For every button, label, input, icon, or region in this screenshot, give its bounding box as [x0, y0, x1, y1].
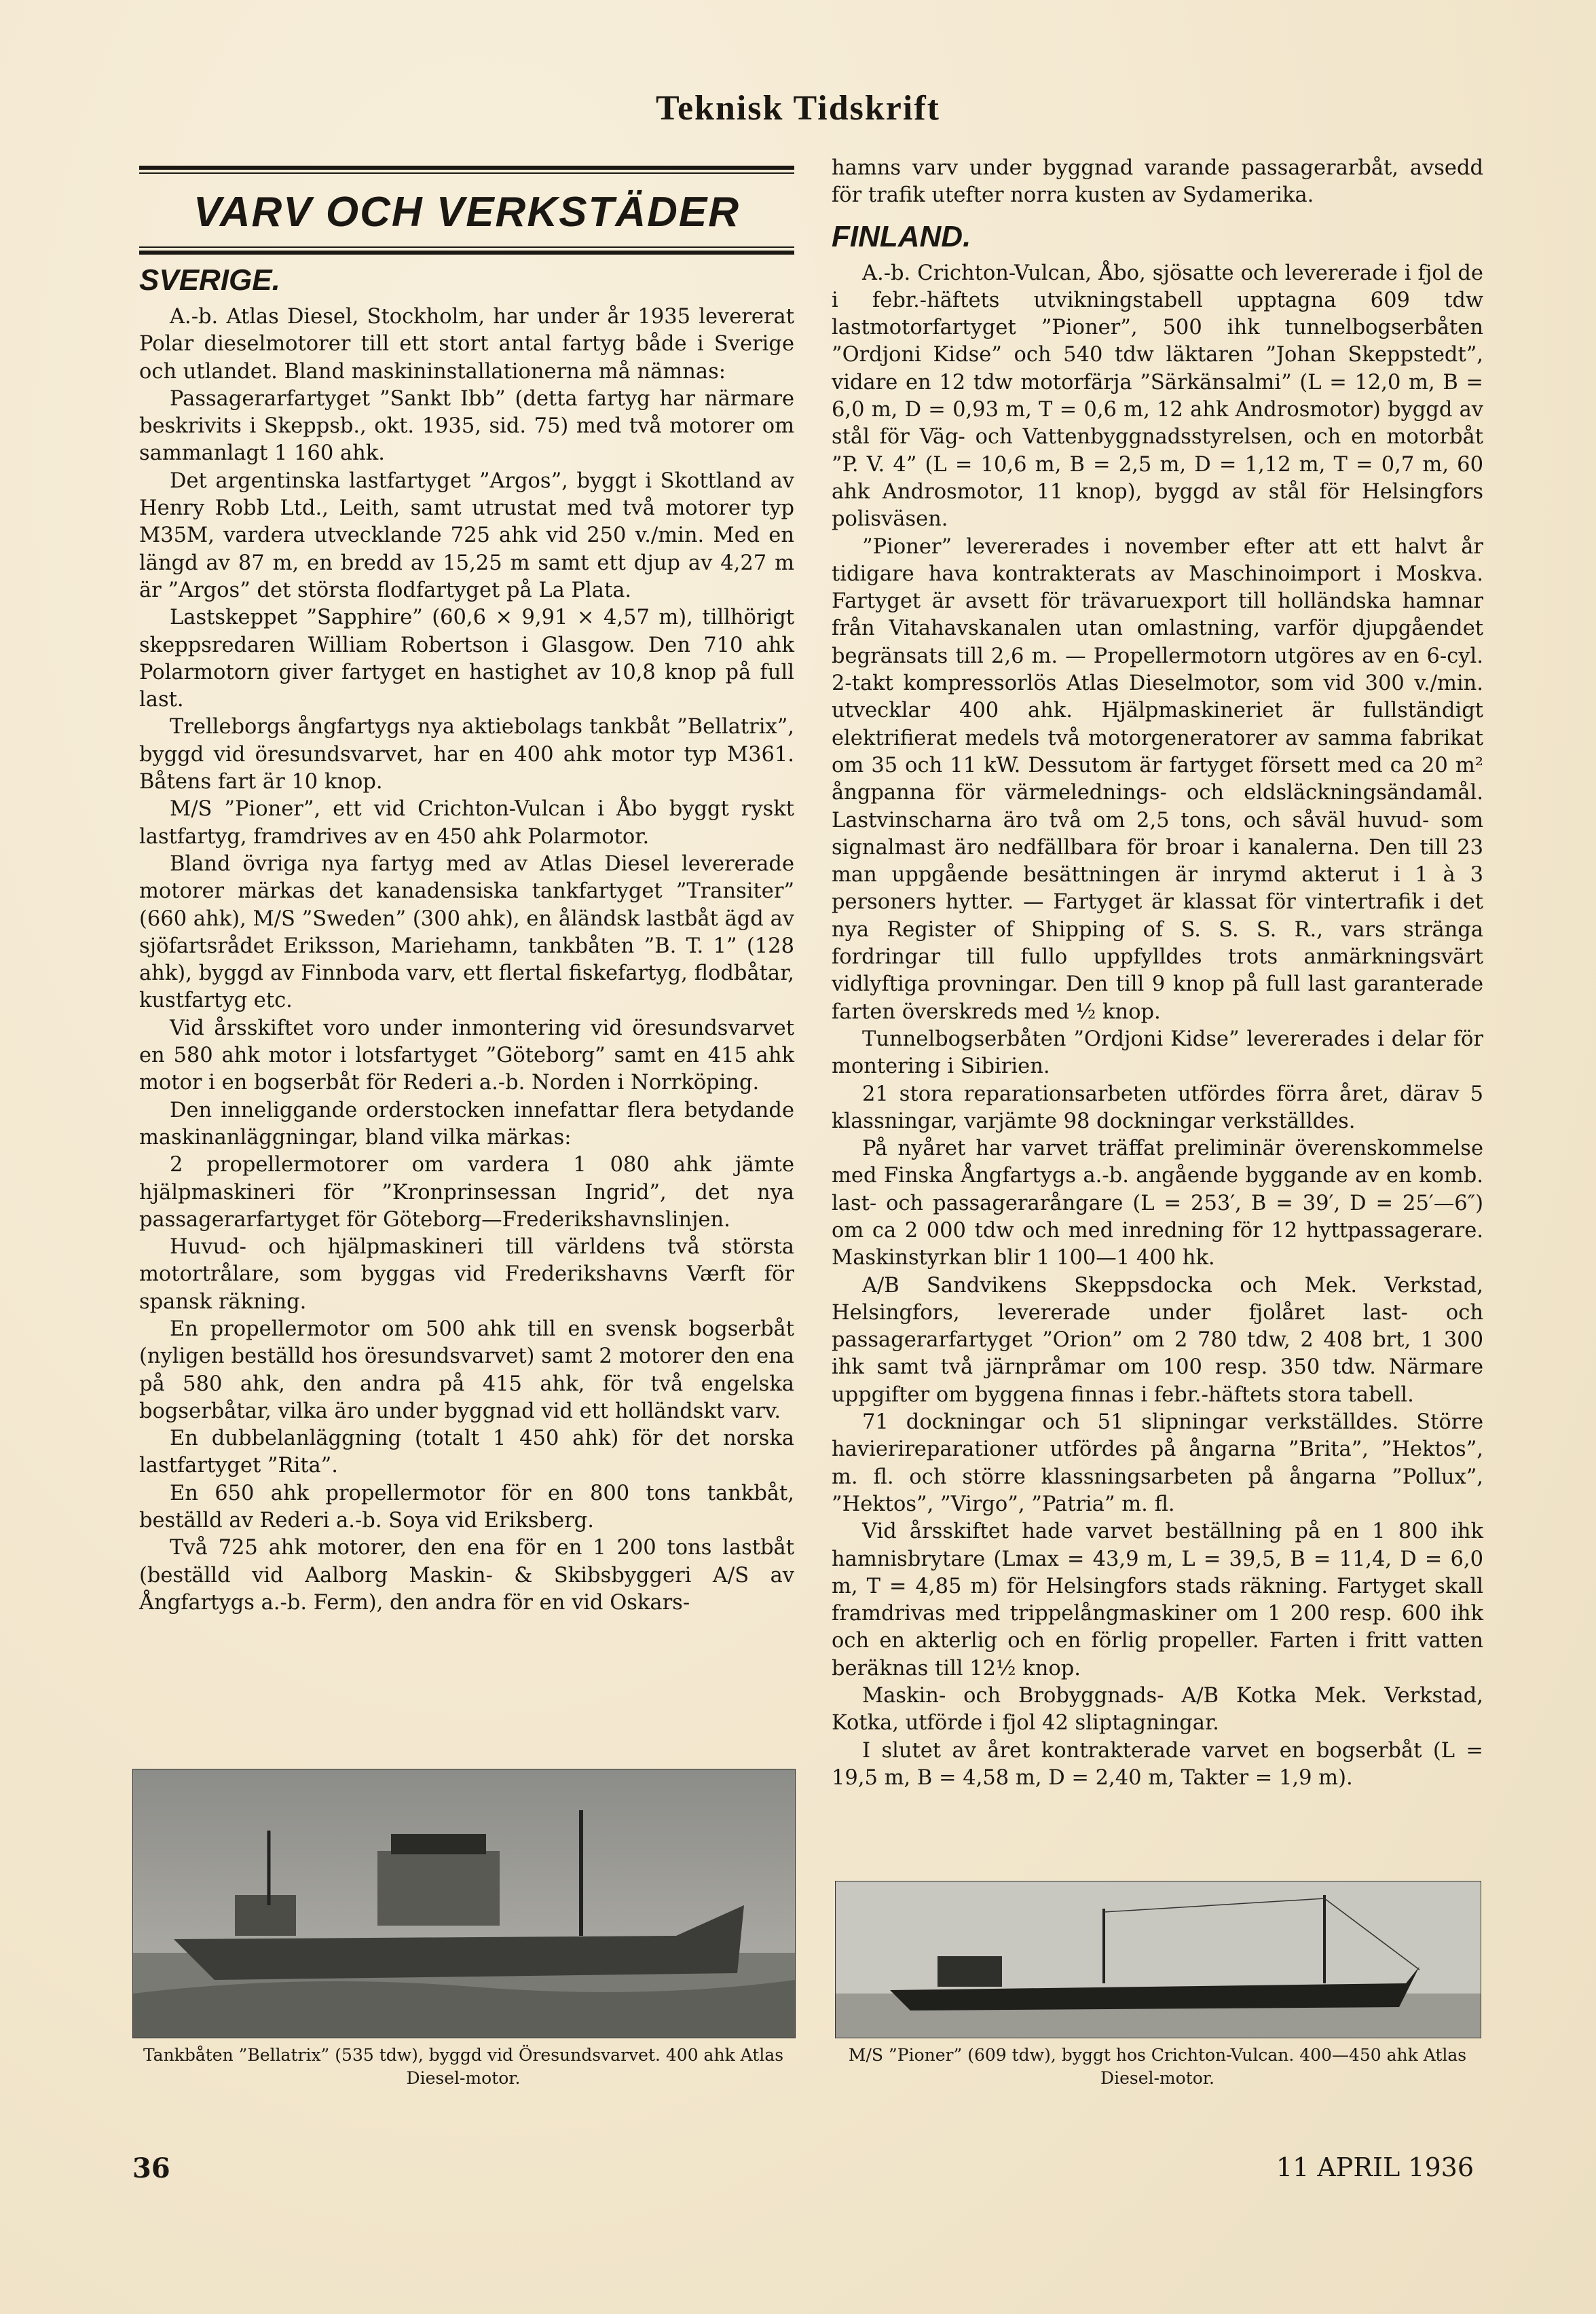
paragraph: Tunnelbogserbåten ”Ordjoni Kidse” levererades i delar för montering i Sibirien.: [832, 1027, 1483, 1079]
right-column: [832, 155, 1483, 1792]
photo-bellatrix: [132, 1769, 796, 2038]
banner-rule-bottom-thin: [139, 246, 794, 248]
paragraph: Vid årsskiftet voro under inmontering vid öresundsvarvet en 580 ahk motor i lotsfartyget ”Göteborg” samt en 415 ahk motor i en bogserbåt för Rederi a.-b. Norden i Norrköping.: [139, 1016, 794, 1095]
banner-rule-top-thin: [139, 172, 794, 174]
paragraph: Passagerarfartyget ”Sankt Ibb” (detta fartyg har närmare beskrivits i Skeppsb., okt. 1935, sid. 75) med två motorer om sammanlagt 1 160 ahk.: [139, 386, 794, 466]
ship-photo-pioner: [836, 1881, 1481, 2038]
paragraph: M/S ”Pioner”, ett vid Crichton-Vulcan i Åbo byggt ryskt lastfartyg, framdrives av en 450 ahk Polarmotor.: [139, 797, 794, 849]
heading-sverige: SVERIGE.: [139, 263, 280, 297]
left-column: [139, 261, 794, 1617]
paragraph: Bland övriga nya fartyg med av Atlas Diesel levererade motorer märkas det kanadensiska tankfartyget ”Transiter” (660 ahk), M/S ”Sweden” (300 ahk), en åländsk lastbåt ägd av sjöfartsrådet Eriksson, Mariehamn, tankbåten ”B. T. 1” (128 ahk), byggd av Finnboda varv, ett flertal fiskefartyg, flodbåtar, kustfartyg etc.: [139, 851, 794, 1013]
paragraph: A.-b. Crichton-Vulcan, Åbo, sjösatte och levererade i fjol de i febr.-häftets utvikningstabell upptagna 609 tdw lastmotorfartyget ”Pioner”, 500 ihk tunnelbogserbåten ”Ordjoni Kidse” och 540 tdw läktaren ”Johan Skeppstedt”, vidare en 12 tdw motorfärja ”Särkänsalmi” (L = 12,0 m, B = 6,0 m, D = 0,93 m, T = 0,6 m, 12 ahk Androsmotor) byggd av stål för Väg- och Vattenbyggnadsstyrelsen, och en motorbåt ”P. V. 4” (L = 10,6 m, B = 2,5 m, D = 1,12 m, T = 0,7 m, 60 ahk Androsmotor, 11 knop), byggd av stål för Helsingfors polisväsen.: [832, 261, 1483, 532]
paragraph: 21 stora reparationsarbeten utfördes förra året, därav 5 klassningar, varjämte 98 dockningar verkställdes.: [832, 1082, 1483, 1133]
heading-finland: FINLAND.: [832, 219, 971, 253]
paragraph: A.-b. Atlas Diesel, Stockholm, har under år 1935 levererat Polar dieselmotorer till ett stort antal fartyg både i Sverige och utlandet. Bland maskininstallationerna må nämnas:: [139, 305, 794, 384]
paragraph: På nyåret har varvet träffat preliminär överenskommelse med Finska Ångfartygs a.-b. angående byggande av en komb. last- och passagerarångare (L = 253′, B = 39′, D = 25′—6″) om ca 2 000 tdw och med inredning för 12 hyttpassagerare. Maskinstyrkan blir 1 100—1 400 hk.: [832, 1137, 1483, 1270]
section-title: VARV OCH VERKSTÄDER: [193, 189, 741, 236]
journal-header: Teknisk Tidskrift: [656, 89, 940, 128]
banner-rule-bottom: [139, 251, 794, 255]
paragraph: Trelleborgs ångfartygs nya aktiebolags tankbåt ”Bellatrix”, byggd vid öresundsvarvet, har en 400 ahk motor typ M361. Båtens fart är 10 knop.: [139, 715, 794, 794]
paragraph: Lastskeppet ”Sapphire” (60,6 × 9,91 × 4,57 m), tillhörigt skeppsredaren William Robertson i Glasgow. Den 710 ahk Polarmotorn giver fartyget en hastighet av 10,8 knop på full last.: [139, 606, 794, 712]
paragraph: En propellermotor om 500 ahk till en svensk bogserbåt (nyligen beställd hos öresundsvarvet) samt 2 motorer den ena på 580 ahk, den andra på 415 ahk, för två engelska bogserbåtar, vilka äro under byggnad vid ett holländskt varv.: [139, 1317, 794, 1423]
paragraph: A/B Sandvikens Skeppsdocka och Mek. Verkstad, Helsingfors, levererade under fjolåret last- och passagerarfartyget ”Orion” om 2 780 tdw, 2 408 brt, 1 300 ihk samt två järnpråmar om 100 resp. 350 tdw. Närmare uppgifter om byggena finnas i febr.-häftets stora tabell.: [832, 1273, 1483, 1407]
paragraph: Två 725 ahk motorer, den ena för en 1 200 tons lastbåt (beställd vid Aalborg Maskin- & Skibsbyggeri A/S av Ångfartygs a.-b. Ferm), den andra för en vid Oskars-: [139, 1536, 794, 1615]
page-number: 36: [132, 2152, 170, 2184]
paragraph: 2 propellermotorer om vardera 1 080 ahk jämte hjälpmaskineri för ”Kronprinsessan Ingrid”, det nya passagerarfartyget för Göteborg—Frederikshavnslinjen.: [139, 1153, 794, 1232]
caption-bellatrix: Tankbåten ”Bellatrix” (535 tdw), byggd vid Öresundsvarvet. 400 ahk Atlas Diesel-motor.: [143, 2045, 784, 2088]
paragraph: Huvud- och hjälpmaskineri till världens två största motortrålare, som byggas vid Frederikshavns Værft för spansk räkning.: [139, 1235, 794, 1314]
paragraph: 71 dockningar och 51 slipningar verkställdes. Större havierireparationer utfördes på ångarna ”Brita”, ”Hektos”, m. fl. och större klassningsarbeten på ångarna ”Pollux”, ”Hektos”, ”Virgo”, ”Patria” m. fl.: [832, 1410, 1483, 1516]
photo-pioner: [835, 1881, 1481, 2038]
paragraph: Den inneliggande orderstocken innefattar flera betydande maskinanläggningar, bland vilka märkas:: [139, 1098, 794, 1150]
paragraph: Vid årsskiftet hade varvet beställning på en 1 800 ihk hamnisbrytare (Lmax = 43,9 m, L = 39,5, B = 11,4, D = 6,0 m, T = 4,85 m) för Helsingfors stads räkning. Fartyget skall framdrivas med trippelångmaskiner om 1 200 resp. 600 ihk och en akterlig och en förlig propeller. Farten i fritt vatten beräknas till 12½ knop.: [832, 1520, 1483, 1681]
section-banner: [139, 163, 794, 257]
paragraph: Maskin- och Brobyggnads- A/B Kotka Mek. Verkstad, Kotka, utförde i fjol 42 sliptagningar.: [832, 1684, 1483, 1736]
paragraph: En 650 ahk propellermotor för en 800 tons tankbåt, beställd av Rederi a.-b. Soya vid Eriksberg.: [139, 1481, 794, 1533]
ship-photo-bellatrix: [133, 1769, 795, 2038]
paragraph: hamns varv under byggnad varande passagerarbåt, avsedd för trafik utefter norra kusten av Sydamerika.: [832, 156, 1483, 208]
paragraph: Det argentinska lastfartyget ”Argos”, byggt i Skottland av Henry Robb Ltd., Leith, samt utrustat med två motorer typ M35M, vardera utvecklande 725 ahk vid 250 v./min. Med en längd av 87 m, en bredd av 15,25 m samt ett djup av 4,27 m är ”Argos” det största flodfartyget på La Plata.: [139, 469, 794, 602]
caption-pioner: M/S ”Pioner” (609 tdw), byggt hos Crichton-Vulcan. 400—450 ahk Atlas Diesel-motor.: [848, 2045, 1467, 2088]
paragraph: I slutet av året kontrakterade varvet en bogserbåt (L = 19,5 m, B = 4,58 m, D = 2,40 m, Takter = 1,9 m).: [832, 1738, 1483, 1790]
issue-date: 11 APRIL 1936: [1276, 2152, 1474, 2182]
paragraph: ”Pioner” levererades i november efter att ett halvt år tidigare hava kontrakterats av Maschinoimport i Moskva. Fartyget är avsett för trävaruexport till holländska hamnar från Vitahavskanalen utan omlastning, varför djupgåendet begränsats till 2,6 m. — Propellermotorn utgöres av en 6-cyl. 2-takt kompressorlös Atlas Dieselmotor, som vid 300 v./min. utvecklar 400 ahk. Hjälpmaskineriet är fullständigt elektrifierat medels två motorgeneratorer av samma fabrikat om 35 och 11 kW. Dessutom är fartyget försett med ca 20 m² ångpanna för värmelednings- och eldsläckningsändamål. Lastvinscharna äro två om 2,5 tons, och såväl huvud- som signalmast äro nedfällbara för broar i kanalerna. Den till 23 man uppgående besättningen är inrymd akterut i 1 à 3 personers hytter. — Fartyget är klassat för vintertrafik i det nya Register of Shipping of S. S. S. R., vars stränga fordringar till fullo uppfylldes trots anmärkningsvärt vidlyftiga provningar. Den till 9 knop på full last garanterade farten överskreds med ½ knop.: [832, 534, 1483, 1024]
banner-rule-top: [139, 166, 794, 170]
paragraph: En dubbelanläggning (totalt 1 450 ahk) för det norska lastfartyget ”Rita”.: [139, 1427, 794, 1478]
